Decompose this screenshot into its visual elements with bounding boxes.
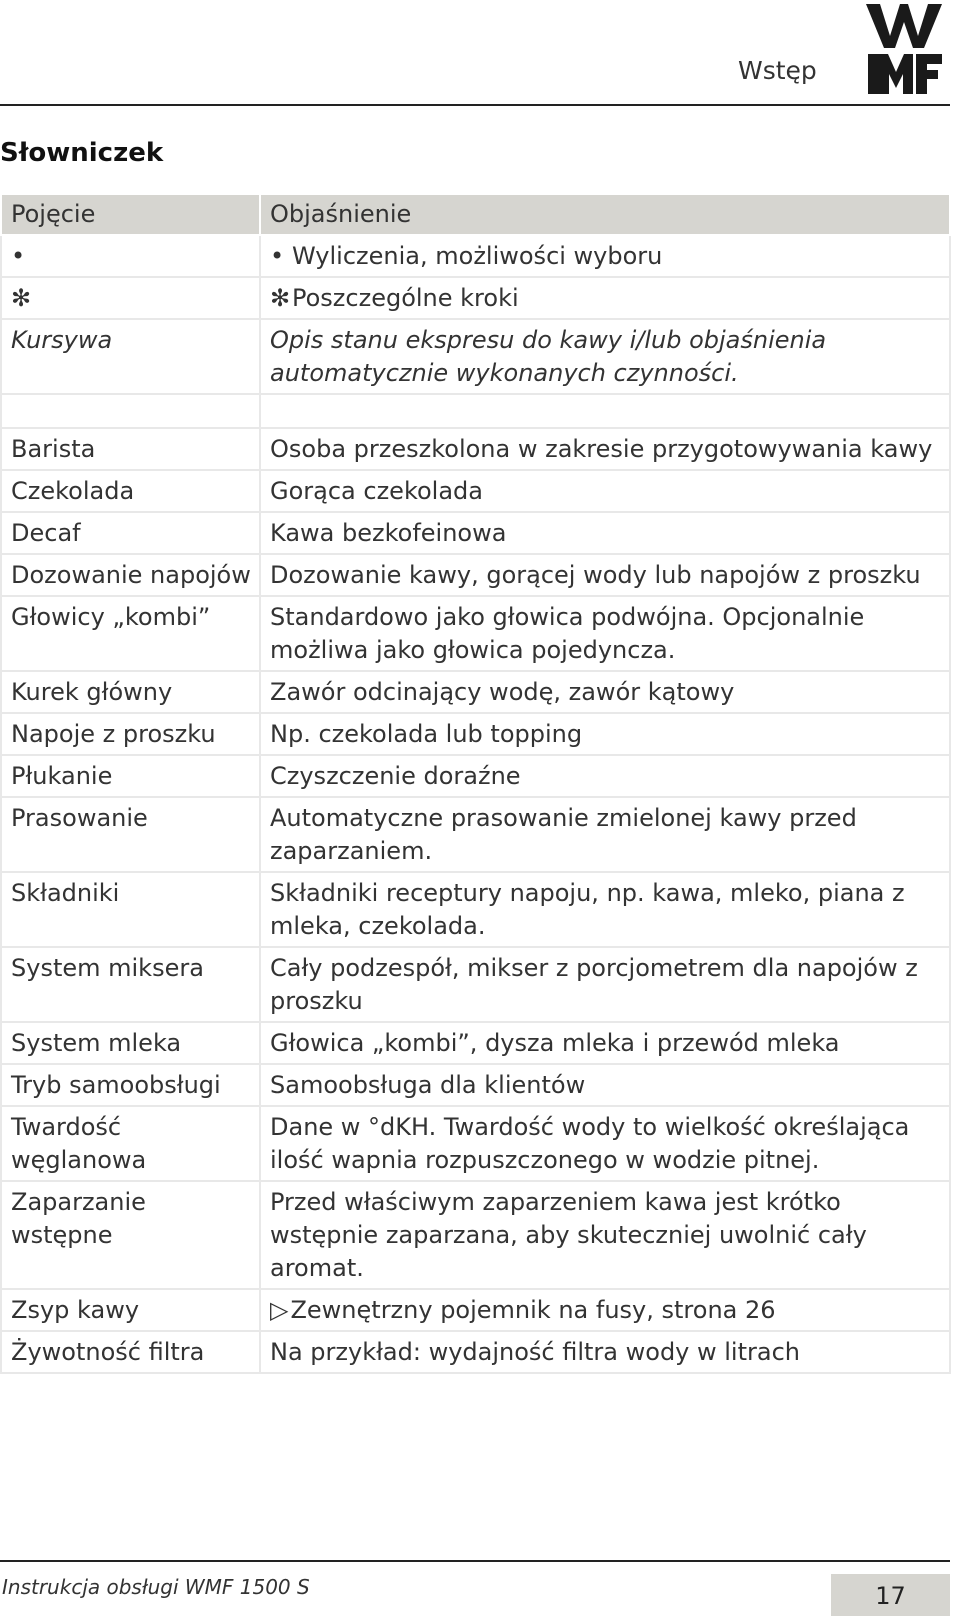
term-cell: Tryb samoobsługi — [1, 1064, 260, 1106]
explanation-cell: Np. czekolada lub topping — [260, 713, 950, 755]
term-cell: Żywotność filtra — [1, 1331, 260, 1373]
explanation-cell: Czyszczenie doraźne — [260, 755, 950, 797]
explanation-cell: Osoba przeszkolona w zakresie przygotowywania kawy — [260, 428, 950, 470]
legend-row-step — [1, 277, 950, 319]
term-cell: Twardość węglanowa — [1, 1106, 260, 1181]
section-title: Wstęp — [738, 56, 817, 85]
table-row — [1, 947, 950, 1022]
table-row — [1, 428, 950, 470]
explanation-cell: Cały podzespół, mikser z porcjometrem dla napojów z proszku — [260, 947, 950, 1022]
table-row — [1, 554, 950, 596]
legend-row-italic — [1, 319, 950, 394]
table-row — [1, 713, 950, 755]
term-cell: System miksera — [1, 947, 260, 1022]
explanation-cell: Głowica „kombi”, dysza mleka i przewód mleka — [260, 1022, 950, 1064]
explanation-cell: Przed właściwym zaparzeniem kawa jest krótko wstępnie zaparzana, aby skuteczniej uwolnić cały aromat. — [260, 1181, 950, 1289]
table-row — [1, 671, 950, 713]
table-row — [1, 512, 950, 554]
legend-term: Kursywa — [1, 319, 260, 394]
explanation-cell: Składniki receptury napoju, np. kawa, mleko, piana z mleka, czekolada. — [260, 872, 950, 947]
term-cell: Głowicy „kombi” — [1, 596, 260, 671]
table-header-row — [1, 194, 950, 235]
table-row — [1, 596, 950, 671]
explanation-cell: Dozowanie kawy, gorącej wody lub napojów z proszku — [260, 554, 950, 596]
page-number: 17 — [831, 1574, 950, 1616]
wmf-logo — [866, 4, 942, 94]
header-term: Pojęcie — [1, 194, 260, 235]
table-row — [1, 1106, 950, 1181]
table-row — [1, 1022, 950, 1064]
legend-term: ✻ — [1, 277, 260, 319]
footer-divider — [0, 1560, 950, 1562]
term-cell: Kurek główny — [1, 671, 260, 713]
term-cell: Dozowanie napojów — [1, 554, 260, 596]
table-row — [1, 470, 950, 512]
term-cell: Płukanie — [1, 755, 260, 797]
page-title: Słowniczek — [0, 138, 164, 168]
table-row — [1, 872, 950, 947]
explanation-cell: Zawór odcinający wodę, zawór kątowy — [260, 671, 950, 713]
legend-explanation: ✻Poszczególne kroki — [260, 277, 950, 319]
term-cell: Składniki — [1, 872, 260, 947]
term-cell: Napoje z proszku — [1, 713, 260, 755]
header-divider — [0, 104, 950, 106]
table-row — [1, 797, 950, 872]
legend-term: • — [1, 235, 260, 277]
header-explanation: Objaśnienie — [260, 194, 950, 235]
legend-explanation: • Wyliczenia, możliwości wyboru — [260, 235, 950, 277]
term-cell: Prasowanie — [1, 797, 260, 872]
term-cell: System mleka — [1, 1022, 260, 1064]
manual-title: Instrukcja obsługi WMF 1500 S — [2, 1575, 310, 1599]
step-icon: ✻ — [270, 284, 291, 312]
term-cell: Decaf — [1, 512, 260, 554]
explanation-cell: Samoobsługa dla klientów — [260, 1064, 950, 1106]
explanation-cell: Dane w °dKH. Twardość wody to wielkość określająca ilość wapnia rozpuszczonego w wodzie pitnej. — [260, 1106, 950, 1181]
table-row — [1, 755, 950, 797]
legend-row-bullet — [1, 235, 950, 277]
glossary-table — [0, 193, 951, 1374]
term-cell: Czekolada — [1, 470, 260, 512]
term-cell: Zaparzanie wstępne — [1, 1181, 260, 1289]
table-spacer-row — [1, 394, 950, 428]
table-row — [1, 1331, 950, 1373]
explanation-cell: Automatyczne prasowanie zmielonej kawy przed zaparzaniem. — [260, 797, 950, 872]
table-row — [1, 1181, 950, 1289]
table-row — [1, 1064, 950, 1106]
explanation-cell: Standardowo jako głowica podwójna. Opcjonalnie możliwa jako głowica pojedyncza. — [260, 596, 950, 671]
term-cell: Barista — [1, 428, 260, 470]
cross-reference-icon: ▷ — [270, 1296, 289, 1324]
explanation-cell: Na przykład: wydajność filtra wody w litrach — [260, 1331, 950, 1373]
explanation-cell: ▷Zewnętrzny pojemnik na fusy, strona 26 — [260, 1289, 950, 1331]
legend-explanation: Opis stanu ekspresu do kawy i/lub objaśnienia automatycznie wykonanych czynności. — [260, 319, 950, 394]
explanation-cell: Kawa bezkofeinowa — [260, 512, 950, 554]
explanation-cell: Gorąca czekolada — [260, 470, 950, 512]
term-cell: Zsyp kawy — [1, 1289, 260, 1331]
table-row — [1, 1289, 950, 1331]
bullet-icon: • — [270, 242, 285, 270]
